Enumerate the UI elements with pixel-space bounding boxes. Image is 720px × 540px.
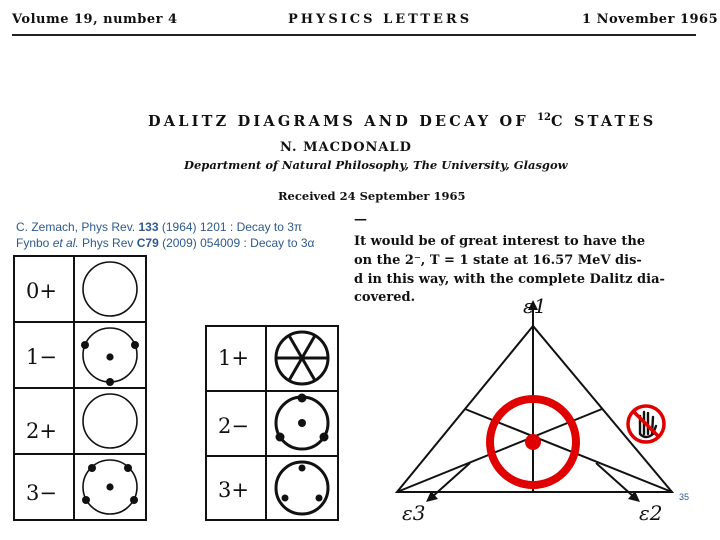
paper-author: N. MACDONALD [280, 140, 412, 155]
spin-parity-label: 3− [26, 481, 57, 505]
zero-point [298, 419, 306, 427]
quote-line-clipped: — [354, 212, 367, 222]
slide-number: 35 [679, 492, 690, 502]
spin-parity-label: 3+ [218, 478, 249, 502]
spin-parity-label: 0+ [26, 279, 57, 303]
zero-point [124, 464, 132, 472]
zero-point [131, 341, 139, 349]
paper-affiliation: Department of Natural Philosophy, The University, Glasgow [184, 158, 568, 172]
zero-point [82, 496, 90, 504]
quote-line: on the 2⁻, T = 1 state at 16.57 MeV dis- [354, 253, 642, 268]
zero-point [276, 433, 285, 442]
axis-label-e3: ε3 [402, 501, 426, 525]
zero-point [320, 433, 329, 442]
zero-point [81, 341, 89, 349]
zero-point [88, 464, 96, 472]
zero-point [282, 495, 289, 502]
dalitz-circle [83, 262, 137, 316]
zero-point [130, 496, 138, 504]
spin-parity-label: 1− [26, 345, 57, 369]
zero-point [316, 495, 323, 502]
journal-volume: Volume 19, number 4 [12, 12, 178, 27]
axis-label-e1: ε1 [523, 294, 547, 318]
highlight-center-dot [525, 434, 541, 450]
paper-received: Received 24 September 1965 [278, 189, 466, 203]
spin-parity-label: 2− [218, 414, 249, 438]
zero-point [106, 483, 113, 490]
quote-line: covered. [354, 290, 416, 305]
no-hand-icon [628, 406, 664, 442]
zero-point [299, 465, 306, 472]
spin-parity-label: 2+ [26, 419, 57, 443]
triangle-outline [397, 326, 672, 492]
reference-fynbo: Fynbo et al. Phys Rev C79 (2009) 054009 : Decay to 3α [16, 236, 315, 250]
paper-title: DALITZ DIAGRAMS AND DECAY OF $^{12}$C STATES [148, 112, 657, 130]
spin-parity-label: 1+ [218, 346, 249, 370]
journal-name: PHYSICS LETTERS [288, 12, 473, 27]
quote-line: d in this way, with the complete Dalitz dia- [354, 272, 665, 287]
zero-point [298, 394, 307, 403]
dalitz-circle [83, 394, 137, 448]
axis-label-e2: ε2 [639, 501, 663, 525]
zero-point [106, 378, 114, 386]
journal-date: 1 November 1965 [582, 12, 719, 27]
zero-point [106, 353, 113, 360]
quote-line: It would be of great interest to have the [354, 234, 646, 249]
reference-zemach: C. Zemach, Phys Rev. 133 (1964) 1201 : Decay to 3π [16, 220, 303, 234]
